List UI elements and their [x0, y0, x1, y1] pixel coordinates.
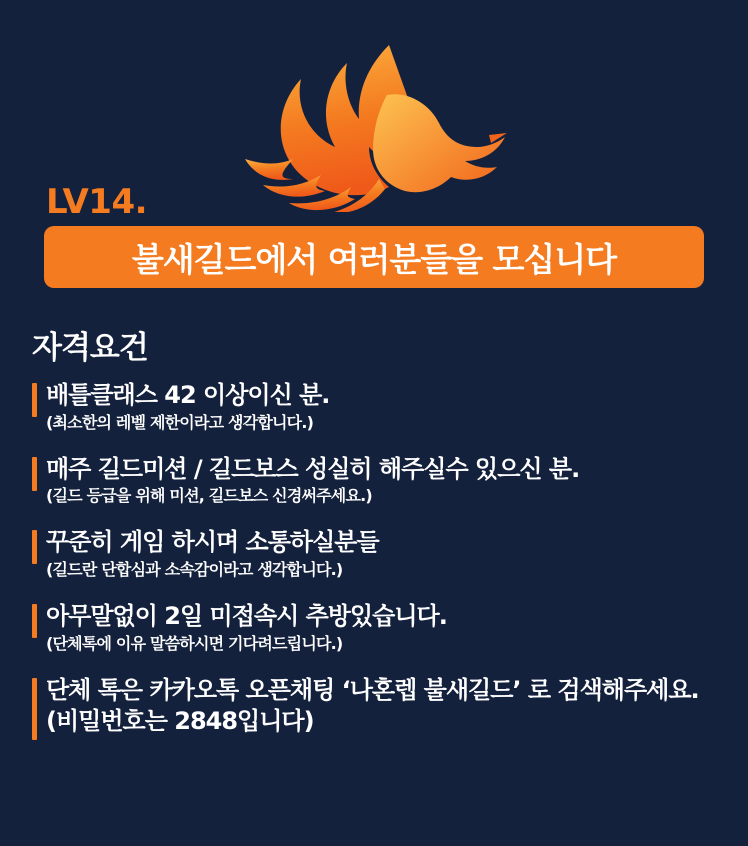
list-item: [32, 675, 722, 736]
requirement-main-text: 매주 길드미션 / 길드보스 성실히 해주실수 있으신 분.: [46, 454, 580, 483]
requirements-list: [32, 380, 722, 757]
requirement-main-text: 아무말없이 2일 미접속시 추방있습니다.: [46, 602, 447, 631]
list-item: [32, 380, 722, 433]
requirement-main-text: 단체 톡은 카카오톡 오픈채팅 ‘나혼렙 불새길드’ 로 검색해주세요. (비밀번호는 2848입니다): [46, 675, 699, 735]
list-item: [32, 454, 722, 507]
headline-text: 불새길드에서 여러분들을 모십니다: [131, 239, 617, 279]
list-item: [32, 601, 722, 654]
section-title: 자격요건: [32, 330, 148, 366]
requirement-main-text: 꾸준히 게임 하시며 소통하실분들: [46, 528, 379, 557]
phoenix-bird-icon: [239, 37, 509, 212]
requirement-sub-text: (길드 등급을 위해 미션, 길드보스 신경써주세요.): [46, 486, 372, 506]
requirement-sub-text: (최소한의 레벨 제한이라고 생각합니다.): [46, 412, 314, 432]
list-item: [32, 527, 722, 580]
requirement-sub-text: (길드란 단합심과 소속감이라고 생각합니다.): [46, 560, 343, 580]
requirement-sub-text: (단체톡에 이유 말씀하시면 기다려드립니다.): [46, 633, 343, 653]
requirement-main-text: 배틀클래스 42 이상이신 분.: [46, 381, 330, 409]
level-label: LV14.: [46, 182, 148, 222]
headline-banner: [44, 226, 704, 288]
